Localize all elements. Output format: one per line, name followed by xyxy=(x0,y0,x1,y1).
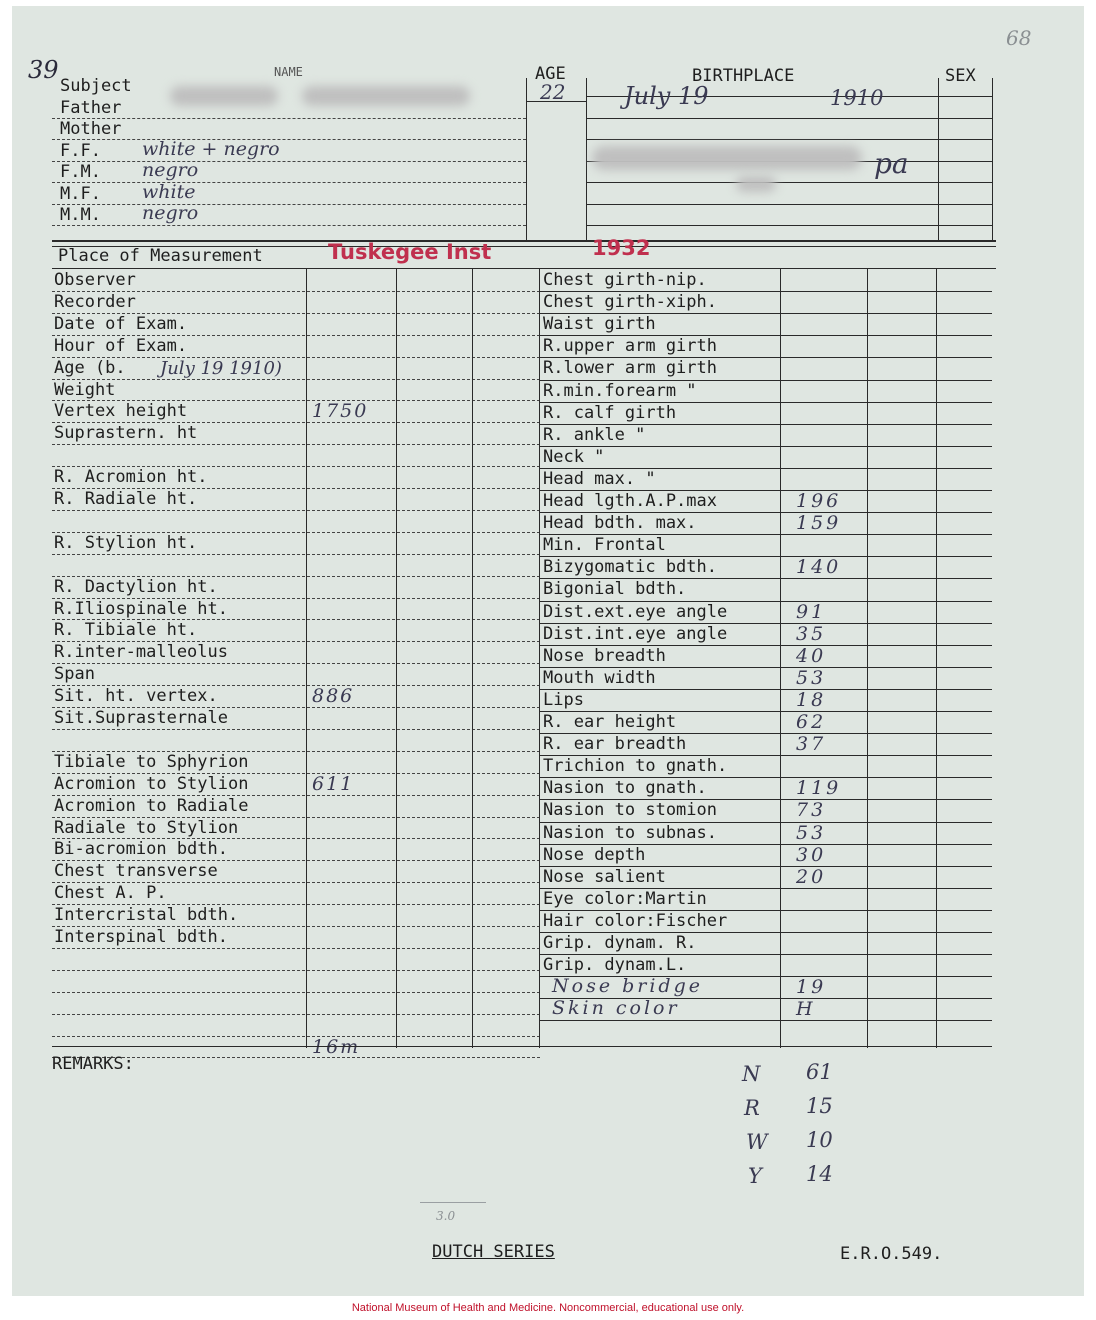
right-row-label: Head lgth.A.P.max xyxy=(543,491,717,511)
left-row-label: Acromion to Radiale xyxy=(54,795,249,816)
table-column-line xyxy=(396,268,397,1048)
record-code: E.R.O.549. xyxy=(840,1244,943,1264)
right-row-value: 196 xyxy=(796,490,842,512)
left-row-label: Weight xyxy=(54,379,116,400)
right-row-label: Waist girth xyxy=(543,314,656,335)
right-row-value: H xyxy=(796,998,816,1021)
right-row-label: Chest girth-nip. xyxy=(543,270,707,290)
left-row-rule xyxy=(52,1014,540,1015)
year-stamp: 1932 xyxy=(592,236,651,260)
right-row-label: Grip. dynam. R. xyxy=(543,933,697,953)
left-row-rule xyxy=(52,663,540,664)
table-column-line xyxy=(539,268,540,1048)
sex-divider xyxy=(938,78,939,240)
family-label: F.F. xyxy=(60,140,101,161)
left-row-label: Radiale to Stylion xyxy=(54,817,239,838)
institution-stamp: Tuskegee Inst xyxy=(328,240,492,264)
left-row-label: Interspinal bdth. xyxy=(54,927,228,947)
table-column-line xyxy=(780,268,781,1048)
table-column-line xyxy=(936,268,937,1048)
family-label: Father xyxy=(60,97,122,118)
age-divider xyxy=(586,78,587,240)
right-row-label: Min. Frontal xyxy=(543,535,666,556)
right-row-label: R. ear height xyxy=(543,712,677,732)
right-row-label: Nasion to gnath. xyxy=(543,778,707,799)
right-row-value: 18 xyxy=(796,688,827,711)
family-row-line xyxy=(586,225,992,226)
family-row-line xyxy=(586,118,992,119)
right-row-label: Hair color:Fischer xyxy=(543,910,728,931)
left-row-label: R.inter-malleolus xyxy=(54,642,228,663)
right-row-label: Dist.int.eye angle xyxy=(543,623,728,644)
remark-key: R xyxy=(744,1096,760,1120)
left-row-label: Intercristal bdth. xyxy=(54,905,239,926)
right-row-value: 40 xyxy=(796,644,827,667)
remarks-label: REMARKS: xyxy=(52,1054,134,1074)
family-rule xyxy=(52,139,526,140)
left-row-label: Recorder xyxy=(54,291,136,312)
right-row-label: Bigonial bdth. xyxy=(543,579,687,600)
section-rule xyxy=(52,268,996,269)
redacted-birthplace xyxy=(736,176,776,192)
sex-column-header: SEX xyxy=(945,66,976,86)
right-row-label: Lips xyxy=(543,689,584,710)
family-value: negro xyxy=(142,159,199,181)
left-row-rule xyxy=(52,444,540,445)
left-row-value: 16m xyxy=(312,1035,361,1058)
pencil-stroke xyxy=(420,1202,486,1203)
remark-key: W xyxy=(746,1130,768,1154)
left-row-label: R. Acromion ht. xyxy=(54,467,208,488)
left-row-rule xyxy=(52,554,540,555)
right-row-label: R.lower arm girth xyxy=(543,358,717,379)
right-row-label: R. ankle " xyxy=(543,424,646,445)
right-row-label: R. ear breadth xyxy=(543,734,687,755)
right-row-value: 159 xyxy=(796,512,842,535)
right-row-rule xyxy=(539,446,992,447)
remark-key: Y xyxy=(748,1164,762,1188)
left-row-label: Tibiale to Sphyrion xyxy=(54,751,249,772)
left-row-rule xyxy=(52,992,540,993)
right-row-label: R.upper arm girth xyxy=(543,336,717,357)
left-row-rule xyxy=(52,948,540,949)
right-row-value: 62 xyxy=(796,711,827,733)
right-row-value: 37 xyxy=(796,733,827,756)
birth-date-annotation: July 19 1910) xyxy=(160,358,282,379)
age-column-header: AGE xyxy=(535,64,566,84)
left-row-rule xyxy=(52,510,540,511)
series-title: DUTCH SERIES xyxy=(432,1242,555,1262)
right-row-value: 73 xyxy=(796,799,827,822)
left-row-label: Chest A. P. xyxy=(54,883,167,904)
left-row-label: R. Tibiale ht. xyxy=(54,620,198,641)
birth-year: 1910 xyxy=(830,86,884,110)
right-row-label: Nose bridge xyxy=(552,975,703,998)
right-row-label: Head bdth. max. xyxy=(543,513,697,534)
right-row-label: Neck " xyxy=(543,446,605,467)
family-rule xyxy=(52,225,526,226)
right-row-value: 53 xyxy=(796,821,827,844)
left-row-label: Sit.Suprasternale xyxy=(54,708,228,728)
family-label: M.F. xyxy=(60,183,101,204)
right-row-rule xyxy=(539,689,992,690)
right-row-value: 19 xyxy=(796,976,827,999)
left-row-label: Bi-acromion bdth. xyxy=(54,839,228,860)
family-value: negro xyxy=(142,202,199,224)
family-row-line xyxy=(586,204,992,205)
left-row-label: R.Iliospinale ht. xyxy=(54,598,228,619)
family-divider xyxy=(526,78,527,240)
right-row-label: Nose salient xyxy=(543,866,666,887)
left-row-rule xyxy=(52,379,540,380)
redacted-birthplace xyxy=(592,146,862,170)
family-label: Subject xyxy=(60,76,132,96)
left-row-label: Acromion to Stylion xyxy=(54,773,249,794)
left-row-value: 1750 xyxy=(312,400,369,423)
right-row-value: 30 xyxy=(796,843,827,866)
right-row-label: Trichion to gnath. xyxy=(543,756,728,777)
right-row-value: 91 xyxy=(796,600,827,623)
right-row-label: R.min.forearm " xyxy=(543,380,697,401)
left-row-rule xyxy=(52,1036,540,1037)
left-row-label: Date of Exam. xyxy=(54,313,188,334)
family-value: white xyxy=(142,180,196,203)
place-label: Place of Measurement xyxy=(58,246,263,266)
left-row-label: Hour of Exam. xyxy=(54,335,188,356)
right-row-value: 53 xyxy=(796,666,827,689)
right-row-label: R. calf girth xyxy=(543,402,677,423)
left-row-label: Chest transverse xyxy=(54,861,218,882)
remark-value: 15 xyxy=(806,1094,833,1118)
right-row-label: Grip. dynam.L. xyxy=(543,955,687,976)
left-row-label: Vertex height xyxy=(54,401,188,422)
sheet-number: 39 xyxy=(28,56,59,84)
right-row-value: 35 xyxy=(796,622,827,645)
corner-page-number: 68 xyxy=(1006,26,1032,50)
left-row-label: Observer xyxy=(54,270,136,290)
left-row-label: R. Radiale ht. xyxy=(54,489,198,509)
family-rule xyxy=(52,182,526,183)
left-row-value: 886 xyxy=(312,685,355,708)
right-row-label: Chest girth-xiph. xyxy=(543,292,717,313)
left-row-rule xyxy=(52,970,540,971)
age-value: 22 xyxy=(540,80,566,104)
family-value: white + negro xyxy=(142,137,280,160)
left-row-label: Sit. ht. vertex. xyxy=(54,686,218,707)
record-sheet xyxy=(12,6,1084,1296)
right-row-label: Mouth width xyxy=(543,667,656,688)
remark-key: N xyxy=(742,1062,761,1086)
right-row-label: Bizygomatic bdth. xyxy=(543,557,717,578)
family-row-line xyxy=(586,139,992,140)
right-row-value: 20 xyxy=(796,865,827,888)
name-column-header: NAME xyxy=(274,65,303,79)
right-border xyxy=(992,78,993,240)
left-row-value: 611 xyxy=(312,772,355,795)
left-row-label: R. Stylion ht. xyxy=(54,532,198,553)
redacted-name xyxy=(302,86,470,106)
left-row-rule xyxy=(52,729,540,730)
right-row-label: Nose depth xyxy=(543,844,646,865)
family-label: F.M. xyxy=(60,162,101,182)
right-row-label: Head max. " xyxy=(543,468,656,489)
birthplace-state: pa xyxy=(874,147,909,180)
right-row-label: Nasion to subnas. xyxy=(543,822,717,843)
table-column-line xyxy=(306,268,307,1048)
redacted-name xyxy=(170,86,278,106)
left-row-label: R. Dactylion ht. xyxy=(54,576,218,597)
table-bottom-rule xyxy=(52,1046,992,1047)
birthplace-column-header: BIRTHPLACE xyxy=(692,66,795,86)
left-row-label: Age (b. xyxy=(54,357,126,378)
left-row-label: Suprastern. ht xyxy=(54,423,198,444)
family-rule xyxy=(52,161,526,162)
family-label: Mother xyxy=(60,119,122,139)
table-column-line xyxy=(867,268,868,1048)
remark-value: 14 xyxy=(806,1162,833,1186)
right-row-label: Eye color:Martin xyxy=(543,888,707,909)
right-row-rule xyxy=(539,1020,992,1021)
family-row-line xyxy=(586,182,992,183)
family-rule xyxy=(52,118,526,119)
right-row-value: 119 xyxy=(796,777,842,800)
credit-line: National Museum of Health and Medicine. Noncommercial, educational use only. xyxy=(351,1302,745,1314)
remark-value: 10 xyxy=(806,1128,833,1152)
right-row-label: Nose breadth xyxy=(543,645,666,666)
family-label: M.M. xyxy=(60,205,101,225)
right-row-label: Skin color xyxy=(552,997,680,1020)
family-rule xyxy=(52,204,526,205)
left-row-label: Span xyxy=(54,664,95,685)
pencil-mark: 3.0 xyxy=(436,1209,456,1223)
remark-value: 61 xyxy=(806,1060,833,1084)
right-row-label: Nasion to stomion xyxy=(543,800,717,821)
section-rule xyxy=(52,240,996,242)
birth-date: July 19 xyxy=(624,82,709,110)
right-row-label: Dist.ext.eye angle xyxy=(543,601,728,622)
right-row-value: 140 xyxy=(796,556,842,579)
table-column-line xyxy=(472,268,473,1048)
